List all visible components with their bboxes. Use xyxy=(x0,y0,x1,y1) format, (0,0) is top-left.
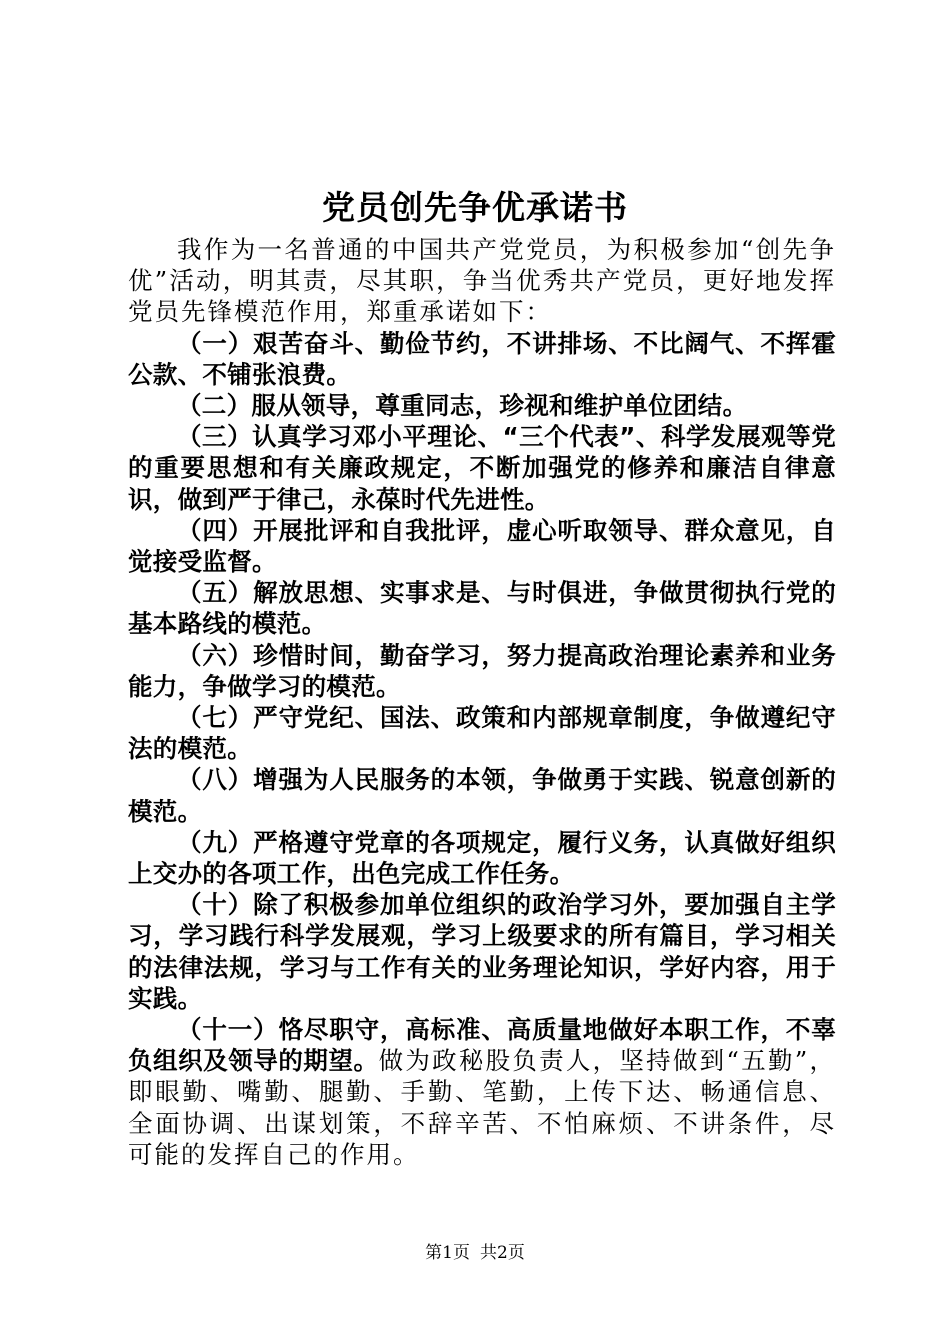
pledge-item-5: （五）解放思想、实事求是、与时俱进，争做贯彻执行党的基本路线的模范。 xyxy=(128,578,836,639)
pledge-item-11-tail: 做为政秘股负责人，坚持做到“五勤”，即眼勤、嘴勤、腿勤、手勤、笔勤，上传下达、畅通信息、全面协调、出谋划策，不辞辛苦、不怕麻烦、不讲条件，尽可能的发挥自己的作用。 xyxy=(128,1046,836,1169)
pledge-item-7: （七）严守党纪、国法、政策和内部规章制度，争做遵纪守法的模范。 xyxy=(128,703,836,764)
pledge-item-1: （一）艰苦奋斗、勤俭节约，不讲排场、不比阔气、不挥霍公款、不铺张浪费。 xyxy=(128,328,836,389)
document-title: 党员创先争优承诺书 xyxy=(322,188,628,227)
page-total: 共2页 xyxy=(480,1243,525,1263)
page-number: 第1页 xyxy=(425,1243,470,1263)
pledge-item-2: （二）服从领导，尊重同志，珍视和维护单位团结。 xyxy=(177,391,748,421)
pledge-item-4: （四）开展批评和自我批评，虚心听取领导、群众意见，自觉接受监督。 xyxy=(128,515,836,577)
pledge-item-8: （八）增强为人民服务的本领，争做勇于实践、锐意创新的模范。 xyxy=(128,765,836,826)
page-footer xyxy=(0,1241,950,1265)
pledge-item-9: （九）严格遵守党章的各项规定，履行义务，认真做好组织上交办的各项工作，出色完成工作任务。 xyxy=(128,827,836,889)
pledge-item-11-head: （十一）恪尽职守，高标准、高质量地做好本职工作，不辜负组织及领导的期望。 xyxy=(128,1015,836,1076)
intro-paragraph: 我作为一名普通的中国共产党党员，为积极参加“创先争优”活动，明其责，尽其职，争当优秀共产党员，更好地发挥党员先锋模范作用，郑重承诺如下： xyxy=(128,235,836,327)
pledge-item-10: （十）除了积极参加单位组织的政治学习外，要加强自主学习，学习践行科学发展观，学习上级要求的所有篇目，学习相关的法律法规，学习与工作有关的业务理论知识，学好内容，用于实践。 xyxy=(128,890,836,1013)
document-body xyxy=(128,234,836,1170)
pledge-item-6: （六）珍惜时间，勤奋学习，努力提高政治理论素养和业务能力，争做学习的模范。 xyxy=(128,640,836,701)
pledge-item-11 xyxy=(128,1014,836,1170)
pledge-item-3: （三）认真学习邓小平理论、“三个代表”、科学发展观等党的重要思想和有关廉政规定，不断加强党的修养和廉洁自律意识，做到严于律己，永葆时代先进性。 xyxy=(128,422,836,514)
